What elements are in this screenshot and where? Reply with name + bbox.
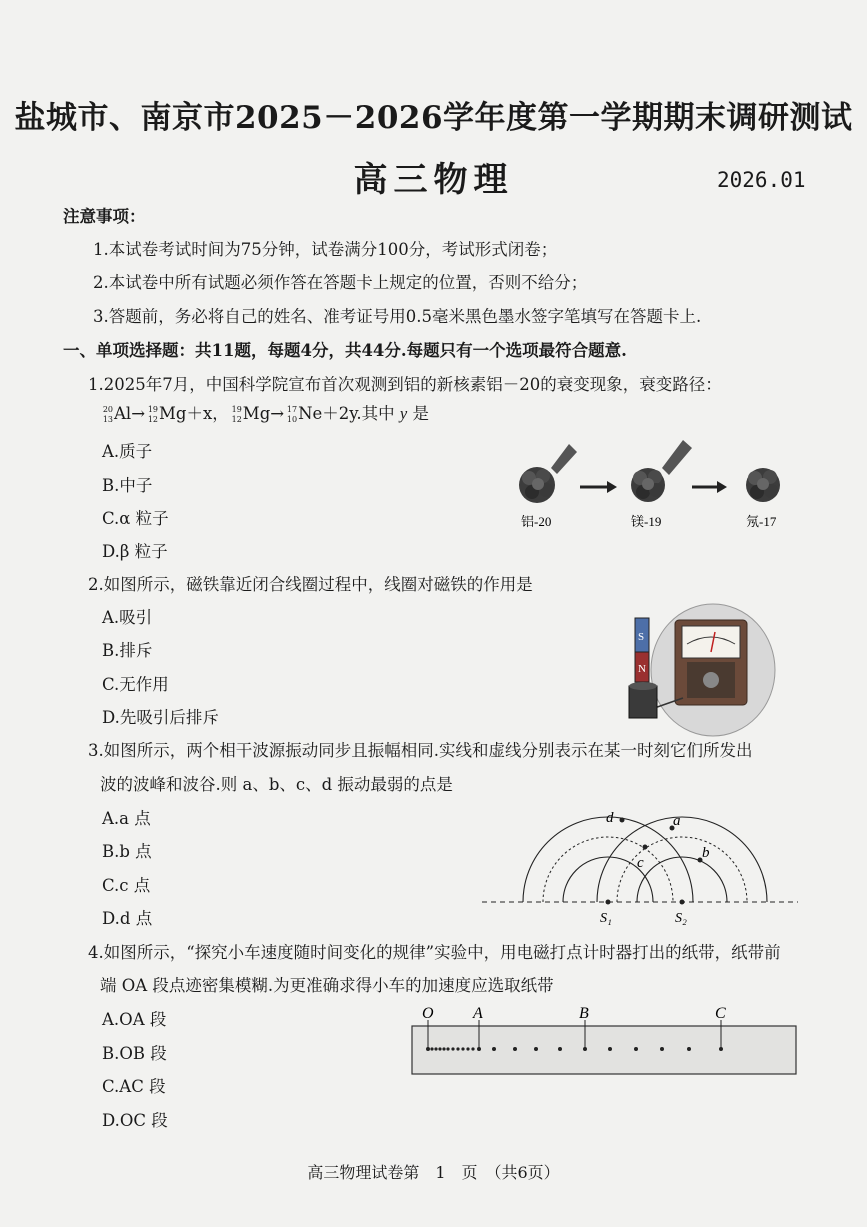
label-b: B	[579, 1005, 589, 1022]
q2-option-c: C.无作用	[102, 675, 169, 694]
label-o: O	[422, 1005, 434, 1022]
q3-stem-line2: 波的波峰和波谷.则 a、b、c、d 振动最弱的点是	[100, 775, 453, 794]
nucleus-al20	[519, 467, 555, 503]
label-c: c	[637, 855, 644, 871]
magnet-n-label: N	[638, 663, 646, 675]
q3-option-b: B.b 点	[102, 842, 152, 861]
notice-item-1: 1.本试卷考试时间为75分钟，试卷满分100分，考试形式闭卷；	[93, 240, 558, 259]
q2-option-b: B.排斥	[102, 641, 153, 660]
ne-nuclide: 17 10	[286, 404, 298, 424]
mg-nuclide-1: 19 12	[147, 404, 159, 424]
label-s1: S₁	[600, 911, 612, 926]
notice-item-2: 2.本试卷中所有试题必须作答在答题卡上规定的位置，否则不给分；	[93, 273, 588, 292]
notice-heading: 注意事项：	[63, 207, 146, 226]
q2-stem: 2.如图所示，磁铁靠近闭合线圈过程中，线圈对磁铁的作用是	[88, 575, 533, 594]
label-s2: S₂	[675, 911, 687, 926]
page-footer: 高三物理试卷第 1 页 （共6页）	[307, 1163, 560, 1182]
q3-option-c: C.c 点	[102, 876, 151, 895]
q2-option-a: A.吸引	[102, 608, 153, 627]
q1-option-d: D.β 粒子	[102, 542, 168, 561]
q4-option-d: D.OC 段	[102, 1111, 168, 1130]
point-d	[620, 818, 625, 823]
coil	[629, 686, 657, 718]
q3-option-d: D.d 点	[102, 909, 153, 928]
label-a: A	[473, 1005, 483, 1022]
section-heading: 一、单项选择题：共11题，每题4分，共44分.每题只有一个选项最符合题意.	[63, 341, 627, 360]
q1-option-b: B.中子	[102, 476, 153, 495]
nucleus-ne17	[746, 468, 780, 502]
label-ne17: 氖-17	[746, 514, 777, 529]
q4-stem-line2: 端 OA 段点迹密集模糊.为更准确求得小车的加速度应选取纸带	[100, 976, 554, 995]
exam-date: 2026.01	[717, 168, 806, 192]
paper-tape	[412, 1026, 796, 1074]
label-a: a	[673, 813, 681, 829]
magnet-s-label: S	[638, 631, 645, 643]
emission-1	[551, 444, 577, 474]
source-s2	[680, 900, 685, 905]
label-b: b	[702, 845, 710, 861]
q4-stem-line1: 4.如图所示，“探究小车速度随时间变化的规律”实验中，用电磁打点计时器打出的纸带，纸带前	[88, 943, 781, 962]
q2-galvanometer-figure	[625, 600, 780, 740]
q4-option-b: B.OB 段	[102, 1044, 167, 1063]
q3-option-a: A.a 点	[102, 809, 151, 828]
q4-option-a: A.OA 段	[102, 1010, 167, 1029]
q4-option-c: C.AC 段	[102, 1077, 166, 1096]
q1-equation: 20 13 Al→ 19 12 Mg＋x， 19 12 Mg→ 17 10 Ne＋2y.其中 y 是	[100, 400, 429, 424]
al-nuclide: 20 13	[102, 404, 113, 424]
q3-stem-line1: 3.如图所示，两个相干波源振动同步且振幅相同.实线和虚线分别表示在某一时刻它们所发出	[88, 741, 753, 760]
nucleus-mg19	[631, 468, 665, 502]
exam-title: 盐城市、南京市2025－2026学年度第一学期期末调研测试	[14, 100, 853, 136]
label-d: d	[606, 810, 614, 826]
emission-2	[662, 440, 692, 475]
q3-interference-figure	[480, 800, 800, 930]
source-s1	[606, 900, 611, 905]
q1-option-a: A.质子	[102, 442, 153, 461]
exam-subject: 高三物理	[353, 160, 514, 200]
label-mg19: 镁-19	[631, 514, 662, 529]
q4-tape-figure	[410, 1000, 800, 1080]
q2-option-d: D.先吸引后排斥	[102, 708, 219, 727]
point-c	[643, 845, 648, 850]
label-al20: 铝-20	[521, 514, 552, 529]
q1-option-c: C.α 粒子	[102, 509, 169, 528]
q1-stem: 1.2025年7月，中国科学院宣布首次观测到铝的新核素铝－20的衰变现象，衰变路径：	[88, 375, 722, 394]
label-c: C	[715, 1005, 726, 1022]
mg-nuclide-2: 19 12	[231, 404, 242, 424]
q1-decay-figure	[505, 430, 805, 530]
notice-item-3: 3.答题前，务必将自己的姓名、准考证号用0.5毫米黑色墨水签字笔填写在答题卡上.	[93, 307, 702, 326]
